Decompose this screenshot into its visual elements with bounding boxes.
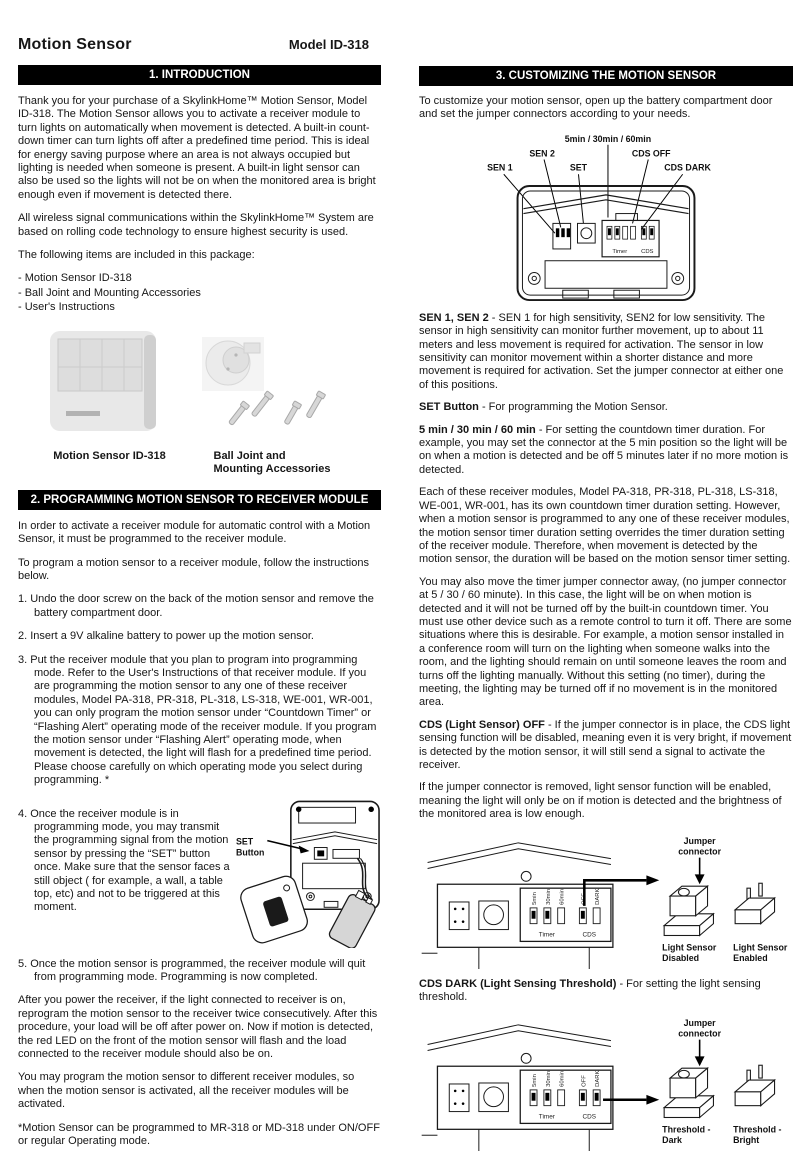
cds-dark-callout-label: CDS DARK (664, 162, 711, 173)
svg-text:CDS: CDS (641, 248, 654, 255)
step-4-row (18, 798, 381, 948)
package-list-item: - Ball Joint and Mounting Accessories (18, 286, 201, 299)
timer-callout-label: 5min / 30min / 60min (564, 133, 652, 144)
set-callout-label: SET (569, 162, 588, 173)
svg-text:30min: 30min (545, 1071, 552, 1088)
svg-text:Button: Button (235, 846, 265, 857)
svg-text:60min: 60min (559, 888, 566, 905)
section2-paragraph-2: To program a motion sensor to a receiver module, follow the instructions below. (18, 556, 369, 582)
svg-text:30min: 30min (545, 888, 552, 905)
svg-text:CDS: CDS (582, 931, 596, 939)
caption-threshold-bright: Threshold - (733, 1124, 782, 1135)
timer-definition: 5 min / 30 min / 60 min - For setting the countdown timer duration. For example, you may set the connector at the 5 min position so the light will be on when a motion is detected and be off 5 minutes later if no more motion is detected. (419, 423, 789, 476)
section2-heading-bar: 2. PROGRAMMING MOTION SENSOR TO RECEIVER MODULE (18, 490, 381, 510)
svg-text:5min: 5min (532, 891, 539, 905)
caption-threshold-dark: Threshold - (662, 1124, 711, 1135)
intro-paragraph-1: Thank you for your purchase of a SkylinkHome™ Motion Sensor, Model ID-318. The Motion Sensor allows you to activate a receiver module to turn lights on automatically when movement is detected. A built-in count-down timer can turn lights off after a predefined time period. This is ideal for energy saving purpose where an area is not always occupied but lighting is needed when someone is present. A built-in light sensor can also be used so the lights will not be on when the monitored area is bright enough even if movement is detected there. (18, 95, 376, 201)
caption-motion-sensor: Motion Sensor ID-318 (53, 449, 166, 462)
jumper-connector-label: Jumper (683, 1018, 716, 1029)
cds-off-callout-label: CDS OFF (631, 148, 671, 159)
set-button-diagram (234, 798, 381, 948)
document-header (18, 36, 381, 54)
sen2-callout-label: SEN 2 (529, 148, 555, 159)
svg-text:CDS: CDS (582, 1113, 596, 1121)
left-column (18, 0, 381, 1158)
cds-dark-definition: CDS DARK (Light Sensing Threshold) - For setting the light sensing threshold. (419, 977, 761, 1004)
svg-text:Enabled: Enabled (733, 952, 768, 963)
section2-paragraph-4: You may program the motion sensor to different receiver modules, so when the motion sensor is activated, all the receiver modules will be activated. (18, 1071, 355, 1111)
svg-text:connector: connector (678, 846, 722, 857)
right-column (419, 0, 793, 1151)
svg-text:OFF: OFF (581, 892, 588, 905)
battery-compartment-diagram (456, 131, 756, 303)
section2-paragraph-3: After you power the receiver, if the light connected to receiver is on, reprogram the motion sensor to the receiver twice consecutively. After this procedure, your load will be off after power on. Now if motion is detected, the red LED on the front of the motion sensor will flash and the load connected to the receiver module should also be on. (18, 994, 378, 1061)
package-contents-figure (30, 329, 370, 476)
caption-ball-joint: Ball Joint and Mounting Accessories (213, 449, 331, 475)
intro-paragraph-3: The following items are included in this package: (18, 249, 255, 262)
intro-paragraph-2: All wireless signal communications within the SkylinkHome™ System are based on rolling code technology to ensure highest security is used. (18, 212, 374, 238)
jumper-removed-icon (735, 883, 774, 923)
motion-sensor-photo-icon (50, 331, 156, 431)
step-4: 4. Once the receiver module is in programming mode, you may transmit the programming signal from the motion sensor by pressing the “SET” button once. Make sure that the sensor faces a still object ( for example, a wall, a table top, etc) and not to be triggered at this moment. (18, 807, 230, 914)
battery-icon (328, 887, 380, 947)
svg-text:60min: 60min (559, 1071, 566, 1088)
set-button-label: SET (235, 836, 254, 847)
section3-heading-bar: 3. CUSTOMIZING THE MOTION SENSOR (419, 66, 793, 86)
package-list-item: - Motion Sensor ID-318 (18, 272, 132, 285)
package-list (18, 272, 381, 314)
svg-text:Timer: Timer (538, 1113, 555, 1121)
section2-paragraph-1: In order to activate a receiver module for automatic control with a Motion Sensor, it must be programmed to the receiver module. (18, 519, 371, 546)
jumper-installed-icon (664, 1069, 713, 1118)
product-photos-illustration (30, 329, 370, 441)
step-2: 2. Insert a 9V alkaline battery to power up the motion sensor. (18, 630, 314, 643)
figure-captions (30, 450, 370, 476)
svg-text:Timer: Timer (538, 931, 555, 939)
battery-door-icon (238, 873, 310, 945)
svg-text:Timer: Timer (612, 248, 628, 255)
jumper-connector-label: Jumper (683, 835, 716, 846)
section1-heading-bar: 1. INTRODUCTION (18, 65, 381, 85)
caption-light-sensor-enabled: Light Sensor (733, 941, 788, 952)
set-definition: SET Button - For programming the Motion Sensor. (419, 401, 668, 414)
svg-text:DARK: DARK (595, 1070, 602, 1088)
page-title: Motion Sensor (18, 36, 132, 53)
step-5: 5. Once the motion sensor is programmed, the receiver module will quit from programming mode. Programming is now completed. (18, 957, 366, 983)
svg-text:connector: connector (678, 1029, 722, 1040)
ball-joint-photo-icon (202, 337, 264, 391)
cds-jumper-diagram (419, 831, 793, 969)
svg-text:Disabled: Disabled (662, 952, 700, 963)
step-1: 1. Undo the door screw on the back of the motion sensor and remove the battery compartment door. (18, 593, 374, 619)
screws-photo-icon (227, 390, 325, 426)
caption-light-sensor-disabled: Light Sensor (662, 941, 717, 952)
section2-footnote: *Motion Sensor can be programmed to MR-318 or MD-318 under ON/OFF or regular Operating mode. (18, 1121, 380, 1148)
svg-text:DARK: DARK (595, 888, 602, 905)
jumper-removed-paragraph: If the jumper connector is removed, light sensor function will be enabled, meaning the light will only be on if motion is detected and the brightness of the monitored area is low enough. (419, 781, 782, 821)
step-3: 3. Put the receiver module that you plan to program into programming mode. Refer to the User's Instructions of that receiver module. If you are programming the motion sensor to any one of these receiver modules, Model PA-318, PR-318, PL-318, LS-318, WE-001, WR-001, you can only program the motion sensor under “Countdown Timer” or “Flashing Alert” operating mode of the receiver module. If you program the motion sensor under “Flashing Alert” operating mode, when movement is detected, the light will flash for a predefined time period. Please choose carefully on which operating mode you select during programming. * (18, 653, 377, 787)
jumper-installed-icon (664, 886, 713, 935)
svg-text:OFF: OFF (581, 1075, 588, 1088)
sen-definition: SEN 1, SEN 2 - SEN 1 for high sensitivity, SEN2 for low sensitivity. The sensor in high sensitivity can monitor further movement, up to about 11 meters and less movement is required for activation. The sensor in low sensitivity can monitor movement within a shorter distance and more movement is required for activation. Set the jumper connector at either one of this positions. (419, 311, 784, 391)
receiver-timer-paragraph: Each of these receiver modules, Model PA-318, PR-318, PL-318, LS-318, WE-001, WR-001, has its own countdown timer duration setting. However, when a motion sensor is programmed to any one of these receiver modules, the motion sensor timer duration setting overrides the timer duration setting of the receiver module. Therefore, when movement is detected by the motion sensor, the duration will be based on the motion sensor timer setting. (419, 486, 791, 566)
section3-paragraph-1: To customize your motion sensor, open up the battery compartment door and set the jumper connectors according to your needs. (419, 95, 773, 121)
package-list-item: - User's Instructions (18, 301, 115, 314)
svg-text:Dark: Dark (662, 1135, 682, 1146)
svg-text:Bright: Bright (733, 1135, 760, 1146)
sen1-callout-label: SEN 1 (487, 162, 513, 173)
model-number: Model ID-318 (288, 37, 369, 52)
threshold-jumper-diagram (419, 1013, 793, 1151)
jumper-removed-icon (735, 1066, 774, 1106)
svg-text:5min: 5min (532, 1074, 539, 1088)
no-timer-paragraph: You may also move the timer jumper connector away, (no jumper connector at 5 / 30 / 60 minute). In this case, the light will be on when motion is detected and it will not be turned off by the built-in countdown timer. You must use other device such as a remote control to turn it off. There are some situations where this is desirable. For example, a motion sensor installed in a conference room will turn on the lighting when someone walks into the room, and the lighting should remain on until someone leaves the room and turns off the lighting manually. Without this setting (no timer), during the meeting, the lighting may be turned off if no movement is in the monitored area. (419, 575, 792, 709)
cds-off-definition: CDS (Light Sensor) OFF - If the jumper connector is in place, the CDS light sensing function will be disabled, meaning even it is very bright, if movement is detected by the motion sensor, it will still send a signal to activate the receiver. (419, 718, 792, 771)
